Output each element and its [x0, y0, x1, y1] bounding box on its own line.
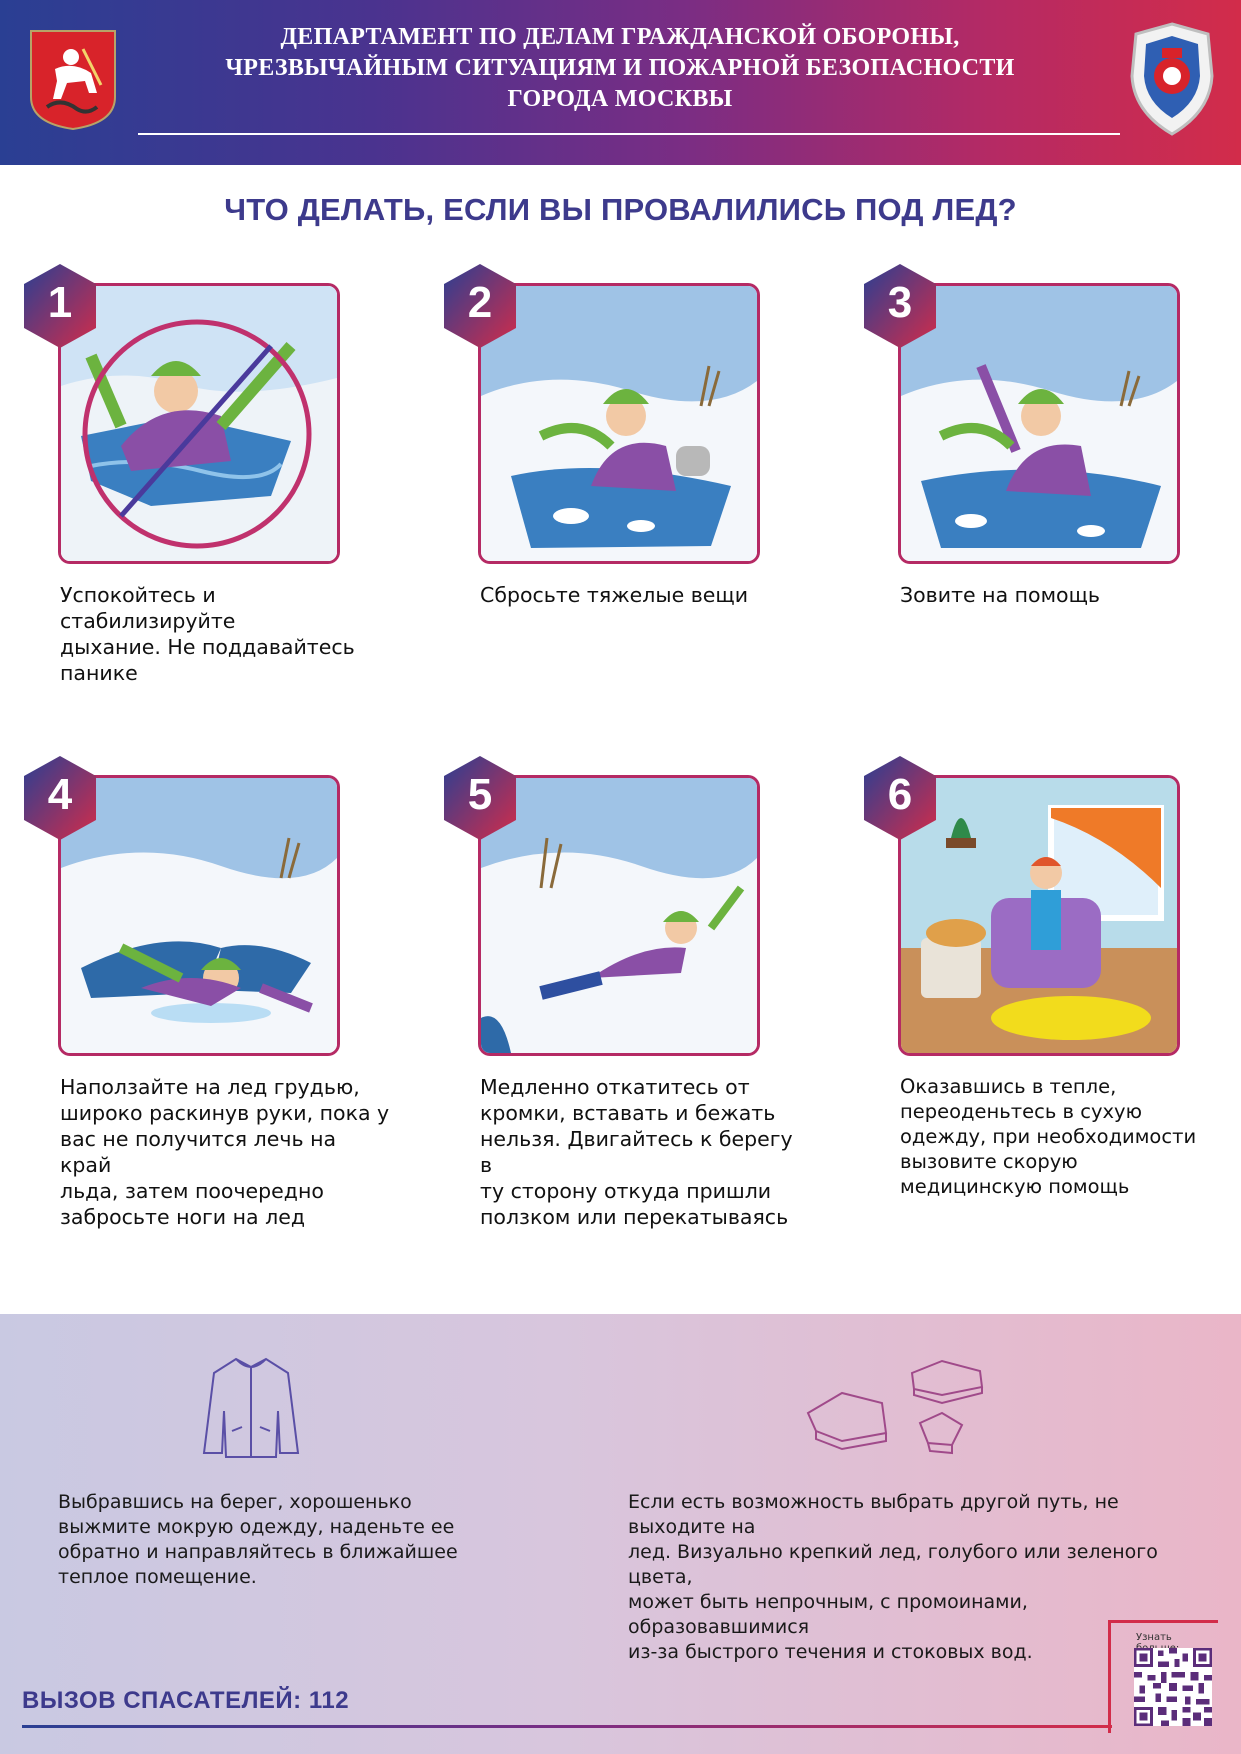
- ice-safety-tip: Если есть возможность выбрать другой путь, не выходите на лед. Визуально крепкий лед, голубого или зеленого цвета, может быть непрочным, с промоинами, образовавшимися из-за быстрого течения и стоковых вод.: [628, 1491, 1158, 1663]
- step-number: 1: [47, 278, 73, 327]
- page-title: ЧТО ДЕЛАТЬ, ЕСЛИ ВЫ ПРОВАЛИЛИСЬ ПОД ЛЕД?: [224, 192, 1017, 227]
- step-number: 4: [47, 770, 73, 819]
- illustration-drop-heavy-items: [481, 286, 757, 561]
- ice-floes-icon: [802, 1353, 1002, 1473]
- illustration-crawl-onto-ice: [61, 778, 337, 1053]
- qr-code-icon[interactable]: [1134, 1648, 1212, 1726]
- step-number: 3: [887, 278, 913, 327]
- illustration-call-for-help: [901, 286, 1177, 561]
- step-caption: Медленно откатитесь от кромки, вставать и бежать нельзя. Двигайтесь к берегу в ту сторону откуда пришли ползком или перекатываясь: [480, 1075, 793, 1229]
- moscow-coat-of-arms-icon: [27, 27, 119, 131]
- dry-clothes-tip: Выбравшись на берег, хорошенько выжмите мокрую одежду, наденьте ее обратно и направляйтесь в ближайшее теплое помещение.: [58, 1491, 458, 1588]
- step-caption: Успокойтесь и стабилизируйте дыхание. Не поддавайтесь панике: [60, 583, 355, 685]
- illustration-warm-room: [901, 778, 1177, 1053]
- qr-label: Узнать: [1136, 1632, 1172, 1643]
- department-title-line-1: ДЕПАРТАМЕНТ ПО ДЕЛАМ ГРАЖДАНСКОЙ ОБОРОНЫ,: [280, 24, 960, 50]
- illustration-panic-in-ice-hole: [61, 286, 337, 561]
- emergency-department-emblem-icon: [1126, 20, 1218, 138]
- department-title-line-2: ЧРЕЗВЫЧАЙНЫМ СИТУАЦИЯМ И ПОЖАРНОЙ БЕЗОПАСНОСТИ: [225, 55, 1015, 81]
- department-title-line-3: ГОРОДА МОСКВЫ: [507, 86, 733, 112]
- step-number: 5: [467, 770, 493, 819]
- rescue-call-number: ВЫЗОВ СПАСАТЕЛЕЙ: 112: [22, 1687, 350, 1714]
- bottom-divider: [22, 1725, 1112, 1728]
- step-number: 2: [467, 278, 493, 327]
- step-caption: Сбросьте тяжелые вещи: [480, 583, 749, 607]
- step-number: 6: [887, 770, 913, 819]
- jacket-icon: [196, 1353, 306, 1463]
- step-caption: Наползайте на лед грудью, широко раскинув руки, пока у вас не получится лечь на край льда, затем поочередно забросьте ноги на лед: [60, 1075, 390, 1229]
- step-caption: Оказавшись в тепле, переоденьтесь в сухую одежду, при необходимости вызовите скорую медицинскую помощь: [900, 1075, 1197, 1198]
- department-title: [160, 22, 1080, 115]
- header-divider: [138, 133, 1120, 135]
- step-caption: Зовите на помощь: [900, 583, 1100, 607]
- illustration-roll-away-from-edge: [481, 778, 757, 1053]
- header-banner: [0, 0, 1241, 165]
